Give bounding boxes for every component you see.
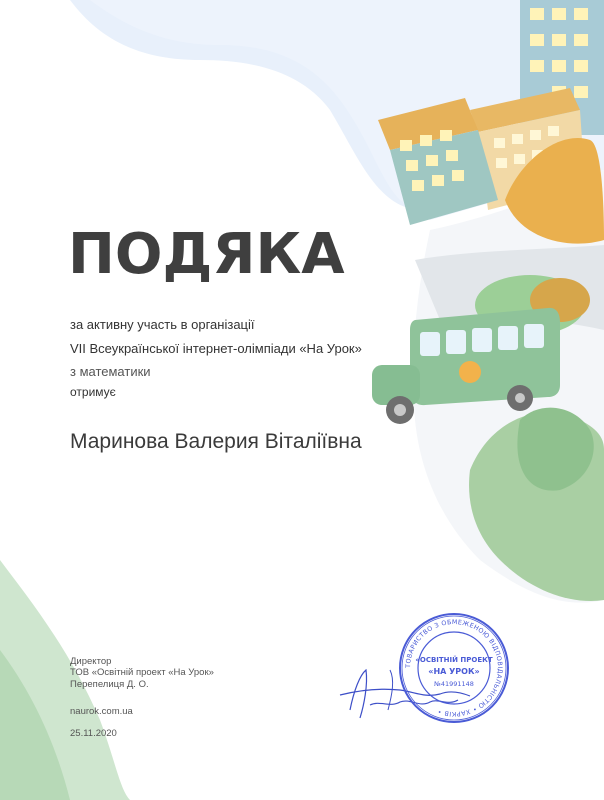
subject-line: з математики [70, 364, 151, 379]
official-stamp [398, 612, 510, 724]
stamp-inner-line1: «ОСВІТНІЙ ПРОЕКТ [415, 656, 493, 664]
director-position: Директор [70, 656, 112, 667]
olympiad-line: VII Всеукраїнської інтернет-олімпіади «На Урок» [70, 341, 362, 356]
stamp-inner-line2: «НА УРОК» [428, 667, 480, 676]
certificate-title: ПОДЯКА [68, 222, 345, 287]
participation-line: за активну участь в організації [70, 317, 255, 332]
website-text: naurok.com.ua [70, 706, 133, 717]
receives-line: отримує [70, 385, 116, 399]
director-name: Перепелиця Д. О. [70, 679, 149, 690]
stamp-ring-text: ТОВАРИСТВО З ОБМЕЖЕНОЮ ВІДПОВІДАЛЬНІСТЮ • ХАРКІВ • [404, 618, 504, 718]
stamp-number: №41991148 [434, 680, 474, 688]
recipient-name: Маринова Валерия Віталіївна [70, 430, 362, 453]
director-organization: ТОВ «Освітній проект «На Урок» [70, 667, 214, 678]
issue-date: 25.11.2020 [70, 728, 117, 739]
